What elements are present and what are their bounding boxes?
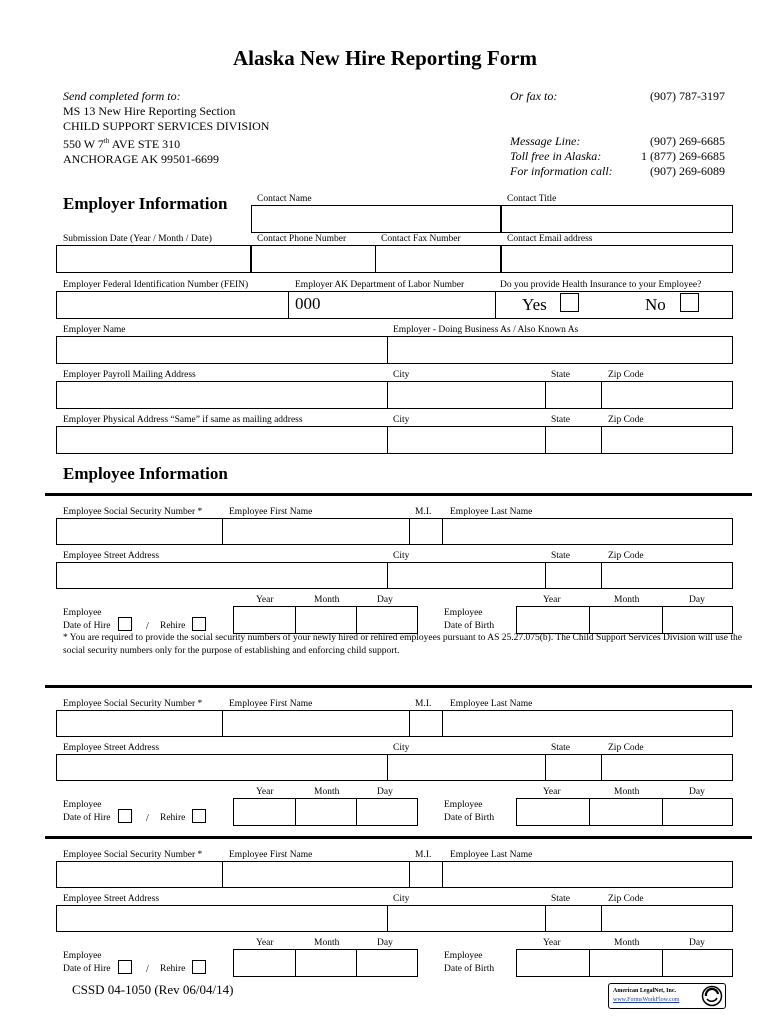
- info-row: [510, 164, 725, 179]
- contact-phone-field[interactable]: [251, 245, 376, 273]
- employee-2-birth-day-field[interactable]: [662, 798, 733, 826]
- info-label: For information call:: [510, 164, 613, 178]
- contact-email-label: Contact Email address: [507, 234, 593, 244]
- employee-1-ssn-field[interactable]: [56, 518, 223, 545]
- hire-year-label: Year: [256, 595, 274, 605]
- no-checkbox[interactable]: [680, 293, 699, 312]
- contact-fax-label: Contact Fax Number: [381, 234, 461, 244]
- employee-2-state-field[interactable]: [545, 754, 602, 781]
- fax-number: (907) 787-3197: [650, 89, 725, 103]
- hire-day-label: Day: [377, 595, 393, 605]
- employee-3-birth-day-field[interactable]: [662, 949, 733, 977]
- contact-title-field[interactable]: [501, 205, 733, 233]
- state-label: State: [551, 551, 570, 561]
- employee-3-birth-year-field[interactable]: [516, 949, 590, 977]
- contact-numbers: [510, 89, 725, 179]
- street-label: Employee Street Address: [63, 551, 160, 561]
- dba-label: Employer - Doing Business As / Also Known As: [393, 325, 579, 335]
- birth-employee-label: Employee: [444, 800, 483, 810]
- state-label: State: [551, 743, 570, 753]
- yes-label: Yes: [522, 295, 547, 314]
- employee-3-birth-month-field[interactable]: [589, 949, 663, 977]
- rehire-label: Rehire: [160, 813, 186, 823]
- employee-3-divider: [45, 836, 752, 839]
- payroll-zip-field[interactable]: [601, 381, 733, 409]
- address-line-4: ANCHORAGE AK 99501-6699: [63, 152, 219, 166]
- hire-employee-label: Employee: [63, 800, 102, 810]
- checkbox-box[interactable]: [192, 617, 206, 631]
- ssn-label: Employee Social Security Number *: [63, 507, 203, 517]
- publisher-logo[interactable]: [608, 983, 726, 1009]
- street-number: 550 W 7: [63, 137, 104, 151]
- hire-month-label: Month: [314, 787, 340, 797]
- logo-line-2: www.FormsWorkFlow.com: [613, 997, 680, 1003]
- employee-1-last-name-field[interactable]: [442, 518, 733, 545]
- employee-1-city-field[interactable]: [387, 562, 546, 589]
- employee-2-hire-month-field[interactable]: [295, 798, 357, 826]
- physical-city-field[interactable]: [387, 426, 546, 454]
- employee-1-birth-year-field[interactable]: [516, 606, 590, 634]
- birth-month-label: Month: [614, 787, 640, 797]
- message-number: (907) 269-6685: [650, 134, 725, 148]
- ordinal-suffix: th: [103, 137, 110, 145]
- employee-3-hire-year-field[interactable]: [233, 949, 296, 977]
- employee-1-birth-month-field[interactable]: [589, 606, 663, 634]
- checkbox-box[interactable]: [192, 960, 206, 974]
- ssn-label: Employee Social Security Number *: [63, 699, 203, 709]
- employee-2-rehire-checkbox[interactable]: [192, 807, 206, 825]
- form-id: CSSD 04-1050 (Rev 06/04/14): [72, 982, 234, 997]
- birth-month-label: Month: [614, 938, 640, 948]
- contact-phone-label: Contact Phone Number: [257, 234, 347, 244]
- payroll-address-label: Employer Payroll Mailing Address: [63, 370, 196, 380]
- zip-label: Zip Code: [608, 551, 644, 561]
- state-label: State: [551, 894, 570, 904]
- mi-label: M.I.: [415, 507, 432, 517]
- employee-2-street-field[interactable]: [56, 754, 388, 781]
- tollfree-row: [510, 149, 725, 164]
- birth-year-label: Year: [543, 595, 561, 605]
- hire-month-label: Month: [314, 595, 340, 605]
- dba-field[interactable]: [387, 336, 733, 364]
- physical-zip-field[interactable]: [601, 426, 733, 454]
- date-of-birth-label: Date of Birth: [444, 964, 495, 974]
- employee-3-zip-field[interactable]: [601, 905, 733, 932]
- ssn-label: Employee Social Security Number *: [63, 850, 203, 860]
- ssn-note: * You are required to provide the social security numbers of your newly hired or rehired employees pursuant to AS 25.27.075(b). The Child Support Services Division will use the social security numbers only for the purpose of establishing and enforcing child support.: [63, 633, 742, 656]
- city-label: City: [393, 743, 410, 753]
- employee-2-divider: [45, 685, 752, 688]
- checkbox-box[interactable]: [118, 617, 132, 631]
- address-line-1: MS 13 New Hire Reporting Section: [63, 104, 236, 118]
- checkbox-box[interactable]: [118, 960, 132, 974]
- contact-name-label: Contact Name: [257, 194, 312, 204]
- logo-line-1: American LegalNet, Inc.: [613, 988, 676, 994]
- contact-title-label: Contact Title: [507, 194, 557, 204]
- contact-email-field[interactable]: [501, 245, 733, 273]
- submission-date-label: Submission Date (Year / Month / Date): [63, 234, 212, 244]
- last-name-label: Employee Last Name: [450, 850, 533, 860]
- tollfree-label: Toll free in Alaska:: [510, 149, 602, 163]
- first-name-label: Employee First Name: [229, 507, 313, 517]
- zip-label: Zip Code: [608, 894, 644, 904]
- employee-1-divider: [45, 493, 752, 496]
- date-of-hire-label: Date of Hire: [63, 964, 111, 974]
- first-name-label: Employee First Name: [229, 699, 313, 709]
- payroll-city-field[interactable]: [387, 381, 546, 409]
- tollfree-number: 1 (877) 269-6685: [641, 149, 725, 163]
- employee-2-first-name-field[interactable]: [222, 710, 410, 737]
- send-heading: Send completed form to:: [63, 89, 181, 103]
- employee-2-zip-field[interactable]: [601, 754, 733, 781]
- employee-2-birth-month-field[interactable]: [589, 798, 663, 826]
- dol-label: Employer AK Department of Labor Number: [295, 280, 465, 290]
- contact-fax-field[interactable]: [375, 245, 501, 273]
- slash-separator: /: [146, 813, 149, 824]
- birth-employee-label: Employee: [444, 951, 483, 961]
- employee-2-last-name-field[interactable]: [442, 710, 733, 737]
- hire-employee-label: Employee: [63, 951, 102, 961]
- employee-1-hire-checkbox[interactable]: [118, 615, 132, 633]
- date-of-birth-label: Date of Birth: [444, 813, 495, 823]
- health-insurance-label: Do you provide Health Insurance to your Employee?: [500, 280, 702, 290]
- physical-state-label: State: [551, 415, 570, 425]
- info-number: (907) 269-6089: [650, 164, 725, 178]
- employer-name-label: Employer Name: [63, 325, 126, 335]
- date-of-birth-label: Date of Birth: [444, 621, 495, 631]
- hire-year-label: Year: [256, 787, 274, 797]
- physical-city-label: City: [393, 415, 410, 425]
- street-label: Employee Street Address: [63, 894, 160, 904]
- fax-label: Or fax to:: [510, 89, 558, 103]
- employee-1-street-field[interactable]: [56, 562, 388, 589]
- employee-3-mi-field[interactable]: [409, 861, 443, 888]
- hire-day-label: Day: [377, 787, 393, 797]
- employee-3-first-name-field[interactable]: [222, 861, 410, 888]
- employee-3-state-field[interactable]: [545, 905, 602, 932]
- first-name-label: Employee First Name: [229, 850, 313, 860]
- date-of-hire-label: Date of Hire: [63, 813, 111, 823]
- street-label: Employee Street Address: [63, 743, 160, 753]
- employee-1-state-field[interactable]: [545, 562, 602, 589]
- checkbox-box[interactable]: [118, 809, 132, 823]
- employee-3-ssn-field[interactable]: [56, 861, 223, 888]
- address-line-3: [63, 134, 269, 152]
- birth-day-label: Day: [689, 595, 705, 605]
- submission-date-field[interactable]: [56, 245, 251, 273]
- mi-label: M.I.: [415, 850, 432, 860]
- employee-3-rehire-checkbox[interactable]: [192, 958, 206, 976]
- birth-year-label: Year: [543, 938, 561, 948]
- mailing-address: [63, 89, 269, 167]
- birth-employee-label: Employee: [444, 608, 483, 618]
- contact-name-field[interactable]: [251, 205, 501, 233]
- message-label: Message Line:: [510, 134, 581, 148]
- page-title: Alaska New Hire Reporting Form: [232, 46, 538, 70]
- employer-name-field[interactable]: [56, 336, 388, 364]
- employee-3-city-field[interactable]: [387, 905, 546, 932]
- no-label: No: [645, 295, 666, 314]
- employee-1-hire-year-field[interactable]: [233, 606, 296, 634]
- hire-day-label: Day: [377, 938, 393, 948]
- employee-2-ssn-field[interactable]: [56, 710, 223, 737]
- employee-heading: Employee Information: [63, 464, 228, 483]
- last-name-label: Employee Last Name: [450, 699, 533, 709]
- employee-2-hire-day-field[interactable]: [356, 798, 418, 826]
- dol-value: 000: [295, 294, 321, 313]
- employee-1-hire-day-field[interactable]: [356, 606, 418, 634]
- birth-day-label: Day: [689, 787, 705, 797]
- employee-1-birth-day-field[interactable]: [662, 606, 733, 634]
- city-label: City: [393, 894, 410, 904]
- rehire-label: Rehire: [160, 621, 186, 631]
- birth-day-label: Day: [689, 938, 705, 948]
- checkbox-box[interactable]: [192, 809, 206, 823]
- rehire-label: Rehire: [160, 964, 186, 974]
- physical-zip-label: Zip Code: [608, 415, 644, 425]
- employee-3-street-field[interactable]: [56, 905, 388, 932]
- employee-3-last-name-field[interactable]: [442, 861, 733, 888]
- employee-2-hire-checkbox[interactable]: [118, 807, 132, 825]
- employee-1-first-name-field[interactable]: [222, 518, 410, 545]
- fein-label: Employer Federal Identification Number (FEIN): [63, 280, 249, 290]
- fax-row: [510, 89, 725, 104]
- birth-month-label: Month: [614, 595, 640, 605]
- payroll-address-field[interactable]: [56, 381, 388, 409]
- fein-field[interactable]: [56, 291, 289, 319]
- employee-1-hire-month-field[interactable]: [295, 606, 357, 634]
- city-label: City: [393, 551, 410, 561]
- last-name-label: Employee Last Name: [450, 507, 533, 517]
- employee-1-rehire-checkbox[interactable]: [192, 615, 206, 633]
- hire-year-label: Year: [256, 938, 274, 948]
- hire-employee-label: Employee: [63, 608, 102, 618]
- slash-separator: /: [146, 621, 149, 632]
- birth-year-label: Year: [543, 787, 561, 797]
- employee-1-mi-field[interactable]: [409, 518, 443, 545]
- employee-2-city-field[interactable]: [387, 754, 546, 781]
- globe-icon: [701, 985, 723, 1007]
- physical-address-field[interactable]: [56, 426, 388, 454]
- date-of-hire-label: Date of Hire: [63, 621, 111, 631]
- employee-2-mi-field[interactable]: [409, 710, 443, 737]
- employer-heading: Employer Information: [63, 194, 228, 213]
- mi-label: M.I.: [415, 699, 432, 709]
- employee-1-zip-field[interactable]: [601, 562, 733, 589]
- address-line-2: CHILD SUPPORT SERVICES DIVISION: [63, 119, 270, 133]
- employee-3-hire-checkbox[interactable]: [118, 958, 132, 976]
- zip-label: Zip Code: [608, 743, 644, 753]
- yes-checkbox[interactable]: [560, 293, 579, 312]
- employee-3-hire-day-field[interactable]: [356, 949, 418, 977]
- employee-2-birth-year-field[interactable]: [516, 798, 590, 826]
- payroll-zip-label: Zip Code: [608, 370, 644, 380]
- payroll-city-label: City: [393, 370, 410, 380]
- physical-address-label: Employer Physical Address “Same” if same as mailing address: [63, 415, 303, 425]
- message-row: [510, 134, 725, 149]
- hire-month-label: Month: [314, 938, 340, 948]
- physical-state-field[interactable]: [545, 426, 602, 454]
- payroll-state-field[interactable]: [545, 381, 602, 409]
- payroll-state-label: State: [551, 370, 570, 380]
- dol-field[interactable]: [288, 291, 496, 319]
- slash-separator: /: [146, 964, 149, 975]
- employee-3-hire-month-field[interactable]: [295, 949, 357, 977]
- employee-2-hire-year-field[interactable]: [233, 798, 296, 826]
- street-rest: AVE STE 310: [109, 137, 181, 151]
